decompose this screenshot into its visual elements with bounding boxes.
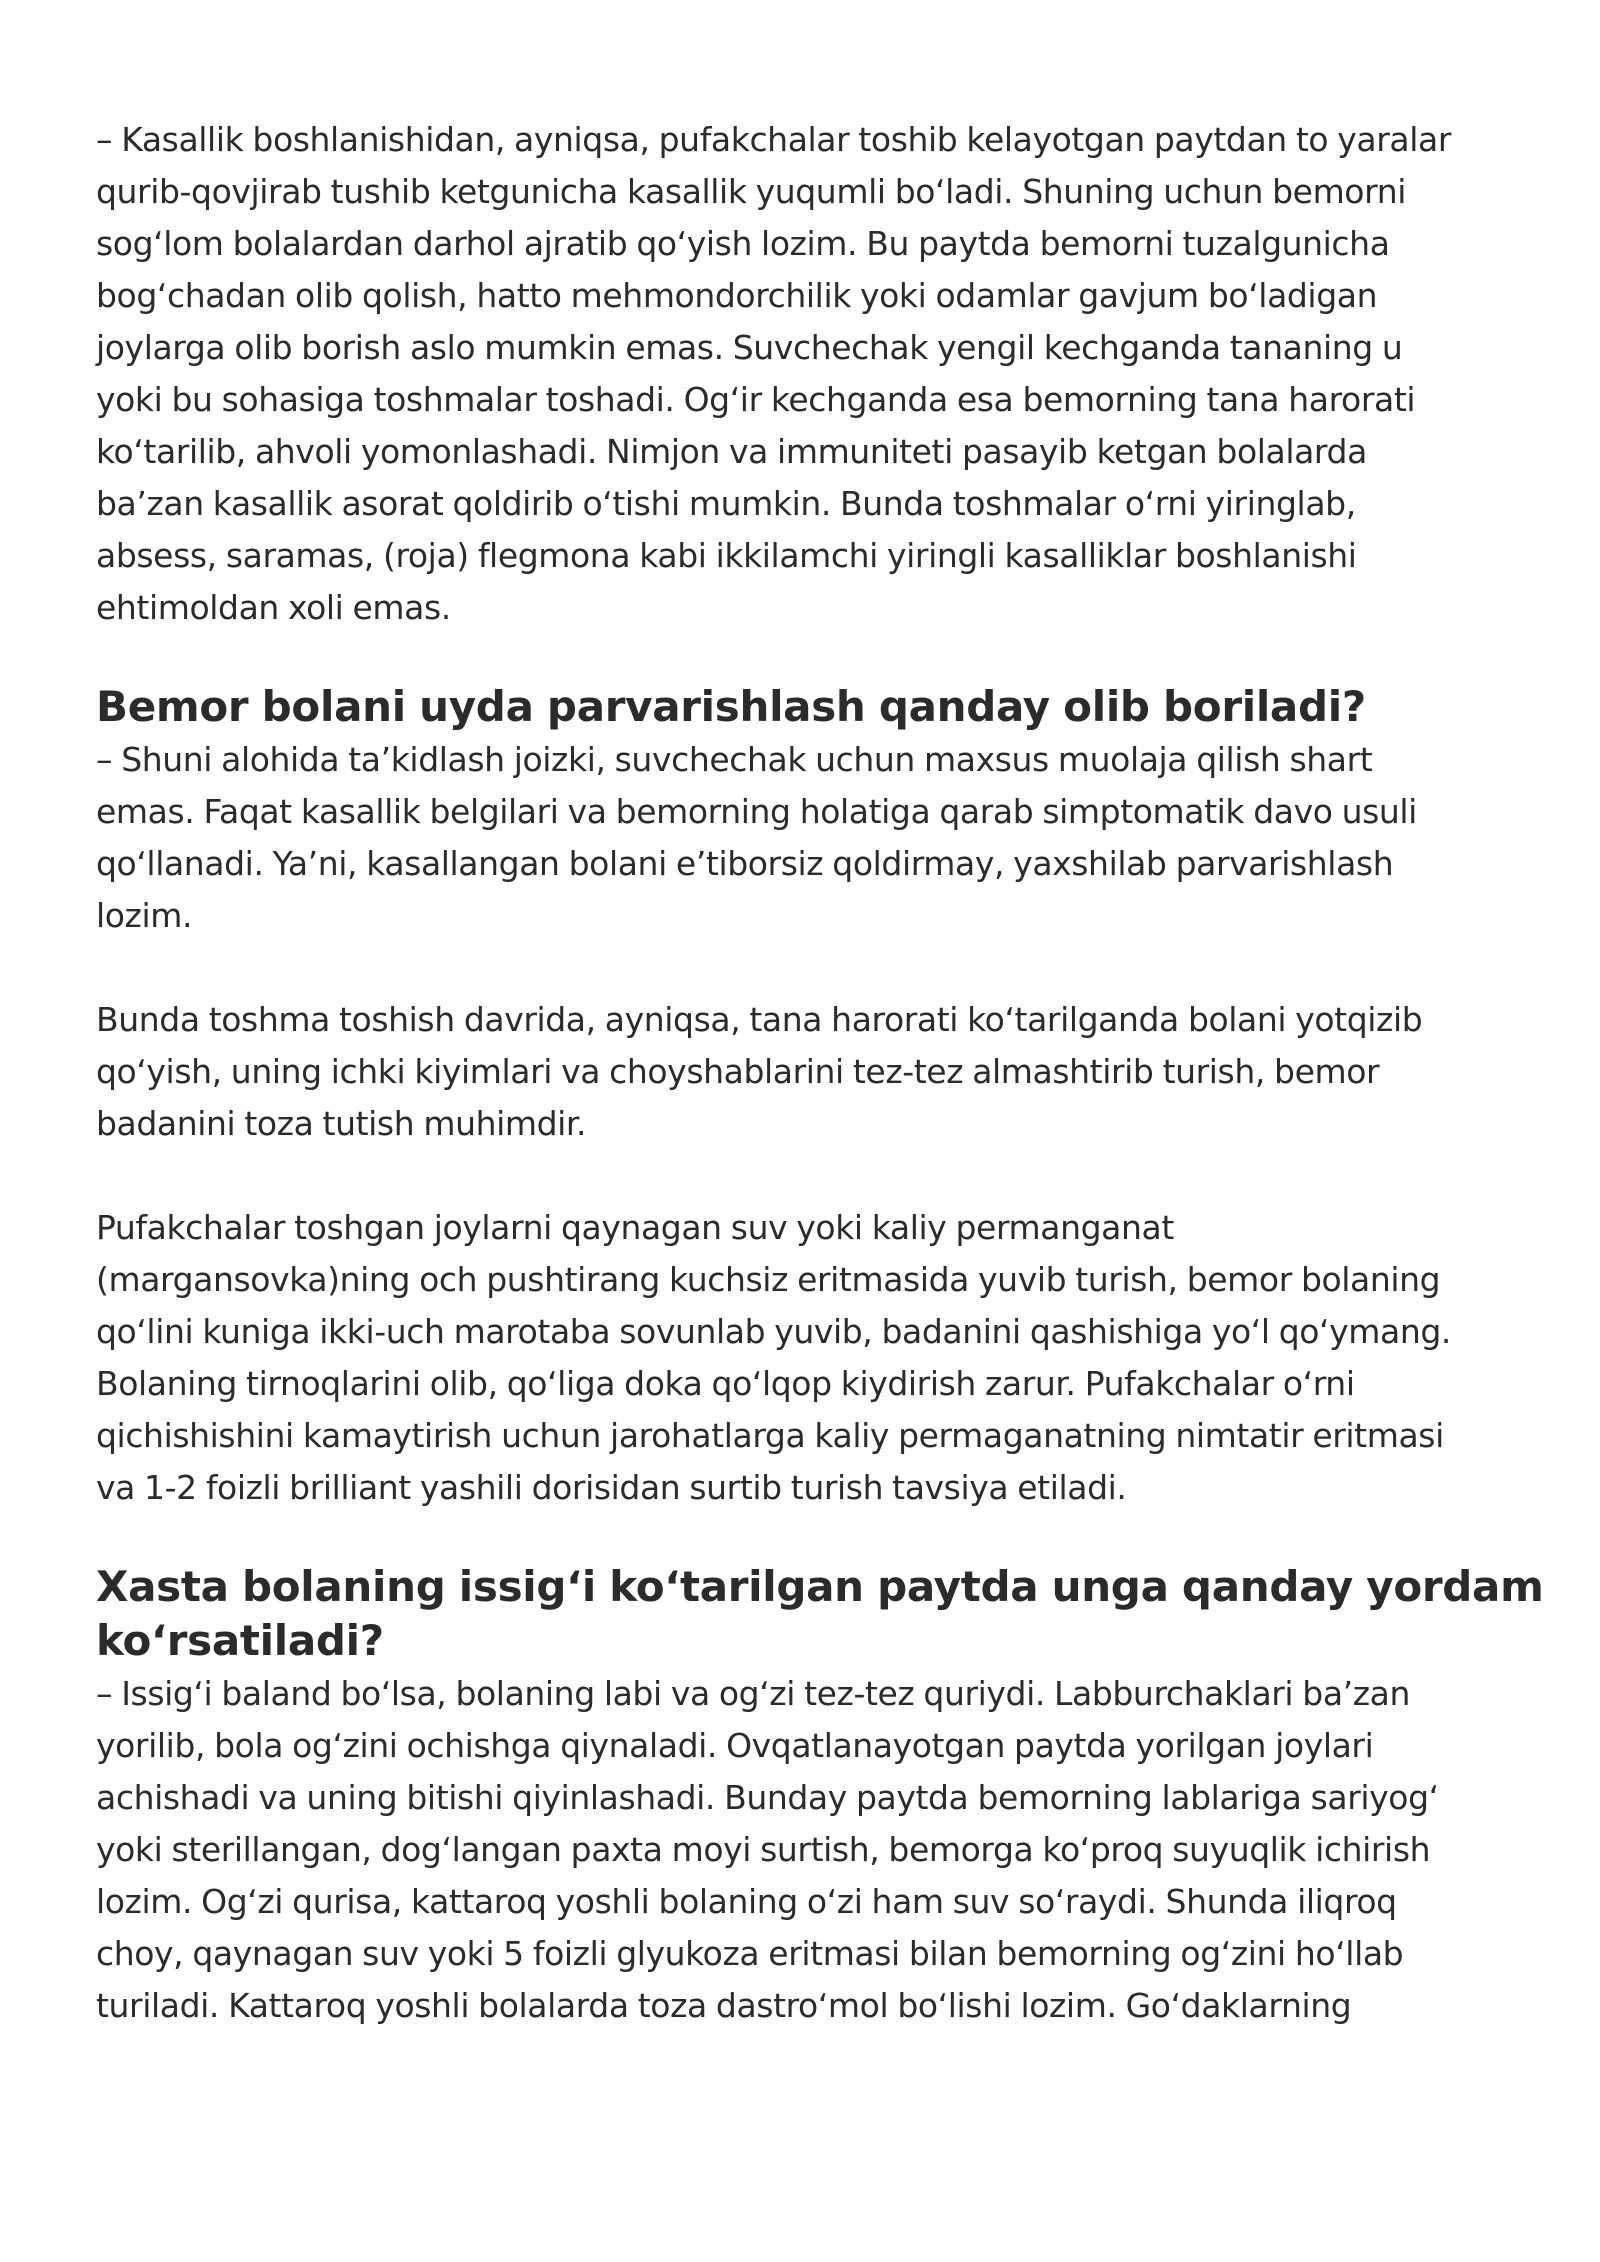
- text-line: qoʻlini kuniga ikki-uch marotaba sovunlab yuvib, badanini qashishiga yoʻl qoʻymang.: [96, 1312, 1451, 1351]
- text-line: joylarga olib borish aslo mumkin emas. Suvchechak yengil kechganda tananing u: [96, 328, 1403, 367]
- article-body: [96, 114, 1544, 2032]
- text-line: choy, qaynagan suv yoki 5 foizli glyukoza eritmasi bilan bemorning ogʻzini hoʻllab: [96, 1934, 1404, 1973]
- paragraph-contagion: [96, 114, 1496, 634]
- section-heading-fever-help: [96, 1560, 1544, 1668]
- text-line: qoʻyish, uning ichki kiyimlari va choyshablarini tez-tez almashtirib turish, bemor: [96, 1052, 1380, 1091]
- text-line: absess, saramas, (roja) flegmona kabi ikkilamchi yiringli kasalliklar boshlanishi: [96, 536, 1357, 575]
- section-heading-home-care: [96, 680, 1496, 734]
- text-line: lozim. Ogʻzi qurisa, kattaroq yoshli bolaning oʻzi ham suv soʻraydi. Shunda iliqroq: [96, 1882, 1397, 1921]
- paragraph-fever-care: [96, 1668, 1496, 2032]
- text-line: – Kasallik boshlanishidan, ayniqsa, pufakchalar toshib kelayotgan paytdan to yaralar: [96, 120, 1452, 159]
- text-line: qurib-qovjirab tushib ketgunicha kasallik yuqumli boʻladi. Shuning uchun bemorni: [96, 172, 1406, 211]
- text-line: baʼzan kasallik asorat qoldirib oʻtishi mumkin. Bunda toshmalar oʻrni yiringlab,: [96, 484, 1356, 523]
- text-line: badanini toza tutish muhimdir.: [96, 1104, 587, 1143]
- text-line: yoki bu sohasiga toshmalar toshadi. Ogʻir kechganda esa bemorning tana harorati: [96, 380, 1416, 419]
- text-line: yorilib, bola ogʻzini ochishga qiynaladi. Ovqatlanayotgan paytda yorilgan joylari: [96, 1726, 1374, 1765]
- text-line: lozim.: [96, 896, 193, 935]
- text-line: – Shuni alohida taʼkidlash joizki, suvchechak uchun maxsus muolaja qilish shart: [96, 740, 1373, 779]
- heading-line: Xasta bolaning issigʻi koʻtarilgan paytda unga qanday yordam: [96, 1562, 1544, 1611]
- paragraph-hygiene: [96, 994, 1496, 1150]
- text-line: Bolaning tirnoqlarini olib, qoʻliga doka qoʻlqop kiydirish zarur. Pufakchalar oʻrni: [96, 1364, 1355, 1403]
- text-line: qichishishini kamaytirish uchun jarohatlarga kaliy permaganatning nimtatir eritmasi: [96, 1416, 1444, 1455]
- text-line: (margansovka)ning och pushtirang kuchsiz eritmasida yuvib turish, bemor bolaning: [96, 1260, 1441, 1299]
- text-line: koʻtarilib, ahvoli yomonlashadi. Nimjon va immuniteti pasayib ketgan bolalarda: [96, 432, 1367, 471]
- heading-line: Bemor bolani uyda parvarishlash qanday olib boriladi?: [96, 682, 1366, 731]
- text-line: – Issigʻi baland boʻlsa, bolaning labi va ogʻzi tez-tez quriydi. Labburchaklari baʼzan: [96, 1674, 1411, 1713]
- paragraph-treatment: [96, 734, 1496, 942]
- text-line: emas. Faqat kasallik belgilari va bemorning holatiga qarab simptomatik davo usuli: [96, 792, 1417, 831]
- text-line: ehtimoldan xoli emas.: [96, 588, 451, 627]
- text-line: va 1-2 foizli brilliant yashili dorisidan surtib turish tavsiya etiladi.: [96, 1468, 1127, 1507]
- text-line: bogʻchadan olib qolish, hatto mehmondorchilik yoki odamlar gavjum boʻladigan: [96, 276, 1378, 315]
- text-line: Pufakchalar toshgan joylarni qaynagan suv yoki kaliy permanganat: [96, 1208, 1174, 1247]
- text-line: qoʻllanadi. Yaʼni, kasallangan bolani eʼtiborsiz qoldirmay, yaxshilab parvarishlash: [96, 844, 1394, 883]
- text-line: sogʻlom bolalardan darhol ajratib qoʻyish lozim. Bu paytda bemorni tuzalgunicha: [96, 224, 1390, 263]
- heading-line: koʻrsatiladi?: [96, 1616, 384, 1665]
- text-line: achishadi va uning bitishi qiyinlashadi. Bunday paytda bemorning lablariga sariyogʻ: [96, 1778, 1439, 1817]
- text-line: Bunda toshma toshish davrida, ayniqsa, tana harorati koʻtarilganda bolani yotqizib: [96, 1000, 1423, 1039]
- paragraph-blister-care: [96, 1202, 1496, 1514]
- text-line: turiladi. Kattaroq yoshli bolalarda toza dastroʻmol boʻlishi lozim. Goʻdaklarning: [96, 1986, 1352, 2025]
- text-line: yoki sterillangan, dogʻlangan paxta moyi surtish, bemorga koʻproq suyuqlik ichirish: [96, 1830, 1431, 1869]
